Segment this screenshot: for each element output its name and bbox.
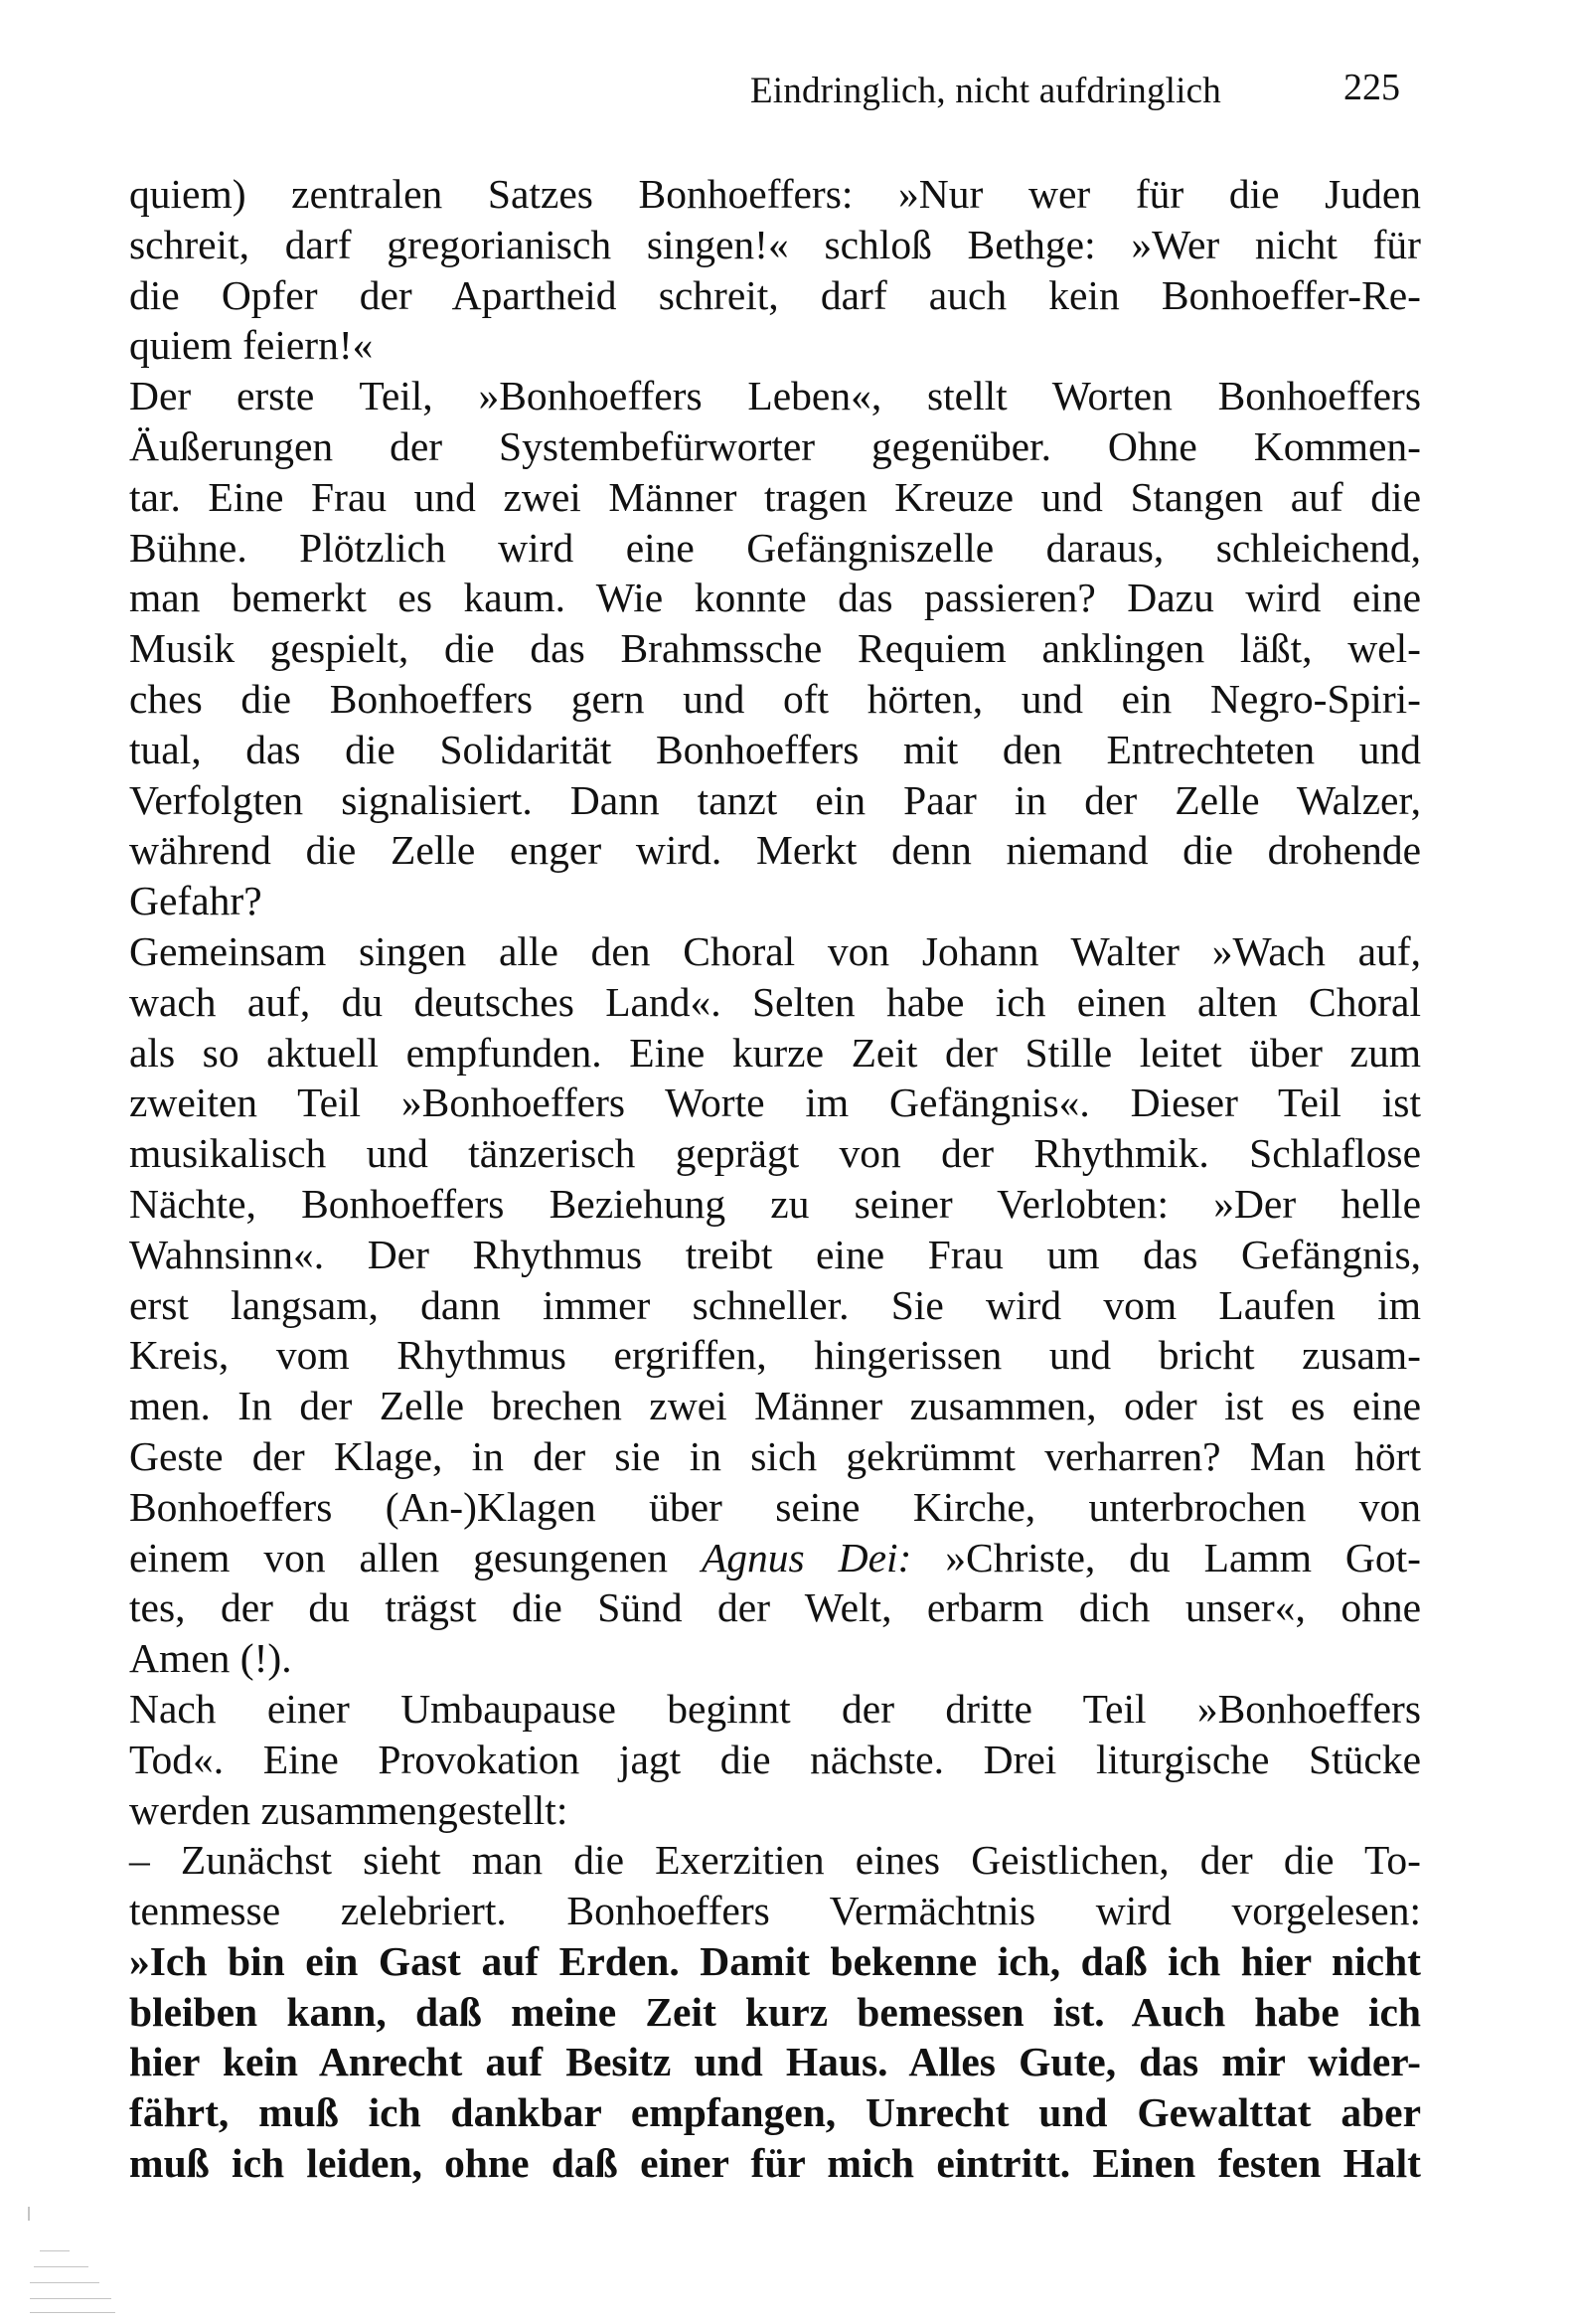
text-line: tenmesse zelebriert. Bonhoeffers Vermächtnis wird vorgelesen: — [129, 1888, 1421, 1934]
text-line: die Opfer der Apartheid schreit, darf auch kein Bonhoeffer-Re- — [129, 271, 1421, 318]
text-line: erst langsam, dann immer schneller. Sie wird vom Laufen im — [129, 1281, 1421, 1328]
text-line: – Zunächst sieht man die Exerzitien eines Geistlichen, der die To- — [129, 1837, 1421, 1884]
text-line: tes, der du trägst die Sünd der Welt, erbarm dich unser«, ohne — [129, 1584, 1421, 1631]
text-line: bleiben kann, daß meine Zeit kurz bemessen ist. Auch habe ich — [129, 1988, 1421, 2035]
text-line: quiem) zentralen Satzes Bonhoeffers: »Nur wer für die Juden — [129, 171, 1421, 217]
text-segment: einem von allen gesungenen — [129, 1534, 702, 1580]
text-line: »Ich bin ein Gast auf Erden. Damit bekenne ich, daß ich hier nicht — [129, 1937, 1421, 1984]
text-line: Der erste Teil, »Bonhoeffers Leben«, stellt Worten Bonhoeffers — [129, 373, 1421, 419]
text-line: Nächte, Bonhoeffers Beziehung zu seiner Verlobten: »Der helle — [129, 1180, 1421, 1227]
text-line: tar. Eine Frau und zwei Männer tragen Kreuze und Stangen auf die — [129, 473, 1421, 520]
text-line: Musik gespielt, die das Brahmssche Requiem anklingen läßt, wel- — [129, 625, 1421, 672]
page-number: 225 — [1343, 67, 1400, 108]
running-title: Eindringlich, nicht aufdringlich — [750, 71, 1221, 111]
text-line: als so aktuell empfunden. Eine kurze Zeit der Stille leitet über zum — [129, 1029, 1421, 1076]
text-line: muß ich leiden, ohne daß einer für mich eintritt. Einen festen Halt — [129, 2140, 1421, 2187]
text-line: Amen (!). — [129, 1635, 292, 1682]
text-line: Gefahr? — [129, 878, 262, 924]
text-line: Äußerungen der Systembefürworter gegenüber. Ohne Kommen- — [129, 422, 1421, 469]
text-line: men. In der Zelle brechen zwei Männer zusammen, oder ist es eine — [129, 1383, 1421, 1429]
text-line: Geste der Klage, in der sie in sich gekrümmt verharren? Man hört — [129, 1432, 1421, 1479]
text-line: quiem feiern!« — [129, 322, 374, 369]
text-line: wach auf, du deutsches Land«. Selten habe ich einen alten Choral — [129, 978, 1421, 1025]
scan-noise — [0, 2187, 119, 2324]
text-line: hier kein Anrecht auf Besitz und Haus. Alles Gute, das mir wider- — [129, 2039, 1421, 2085]
body-text — [129, 169, 1421, 2189]
text-line: Verfolgten signalisiert. Dann tanzt ein Paar in der Zelle Walzer, — [129, 776, 1421, 823]
text-line: Bühne. Plötzlich wird eine Gefängniszelle daraus, schleichend, — [129, 524, 1421, 571]
text-line: ches die Bonhoeffers gern und oft hörten, und ein Negro-Spiri- — [129, 675, 1421, 722]
running-header — [0, 62, 1577, 121]
text-line: Wahnsinn«. Der Rhythmus treibt eine Frau um das Gefängnis, — [129, 1231, 1421, 1277]
text-line: Tod«. Eine Provokation jagt die nächste. Drei liturgische Stücke — [129, 1736, 1421, 1782]
text-line: fährt, muß ich dankbar empfangen, Unrecht und Gewalttat aber — [129, 2089, 1421, 2136]
text-line: Nach einer Umbaupause beginnt der dritte Teil »Bonhoeffers — [129, 1685, 1421, 1732]
text-line-agnus-dei — [129, 1533, 1421, 1583]
text-line: Kreis, vom Rhythmus ergriffen, hingerissen und bricht zusam- — [129, 1332, 1421, 1379]
text-line: zweiten Teil »Bonhoeffers Worte im Gefängnis«. Dieser Teil ist — [129, 1079, 1421, 1126]
text-line: musikalisch und tänzerisch geprägt von der Rhythmik. Schlaflose — [129, 1130, 1421, 1177]
text-segment: »Christe, du Lamm Got- — [911, 1534, 1421, 1580]
text-line: man bemerkt es kaum. Wie konnte das passieren? Dazu wird eine — [129, 575, 1421, 621]
text-line: Bonhoeffers (An-)Klagen über seine Kirche, unterbrochen von — [129, 1483, 1421, 1530]
italic-title-agnus-dei: Agnus Dei: — [701, 1534, 912, 1580]
text-line: schreit, darf gregorianisch singen!« schloß Bethge: »Wer nicht für — [129, 221, 1421, 267]
text-line: während die Zelle enger wird. Merkt denn niemand die drohende — [129, 827, 1421, 874]
text-line: Gemeinsam singen alle den Choral von Johann Walter »Wach auf, — [129, 927, 1421, 974]
text-line: werden zusammengestellt: — [129, 1786, 568, 1833]
text-line: tual, das die Solidarität Bonhoeffers mit den Entrechteten und — [129, 726, 1421, 772]
